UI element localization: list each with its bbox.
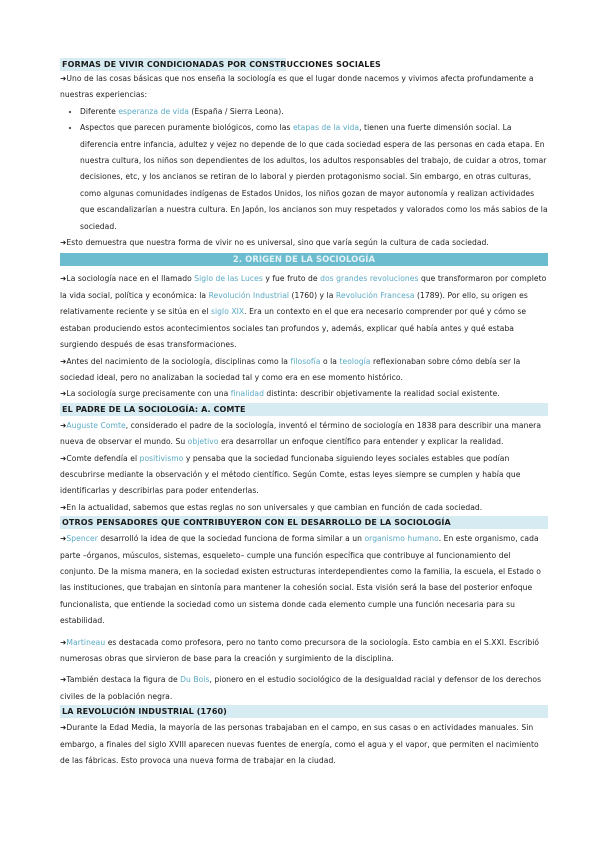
section-title: 2. ORIGEN DE LA SOCIOLOGÍA: [60, 253, 548, 266]
text: . Era un contexto en el que era necesario comprender por qué y cómo se estaban produciendo estos acontecimientos sociales tan profundos y, además, explicar qué había antes y qué estaba surgiendo después de esas transformaciones.: [60, 307, 527, 350]
highlighted-term: organismo humano: [364, 534, 439, 544]
highlighted-term: siglo XIX: [211, 307, 245, 317]
text: ➜La sociología nace en el llamado: [60, 274, 195, 284]
section-heading: EL PADRE DE LA SOCIOLOGÍA: A. COMTE: [60, 403, 548, 416]
paragraph: ➜Uno de las cosas básicas que nos enseña la sociología es que el lugar donde nacemos y vivimos afecta profundamente a nuestras experiencias:: [60, 74, 534, 100]
text: Aspectos que parecen puramente biológicos, como las: [80, 123, 293, 133]
highlighted-term: Auguste Comte: [66, 420, 126, 430]
paragraph: [60, 635, 548, 668]
paragraph: [60, 451, 548, 500]
list-item: [80, 104, 548, 120]
text: era desarrollar un enfoque científico para entender y explicar la realidad.: [218, 437, 504, 447]
text: que transformaron por completo la vida social, política y económica: la: [60, 274, 547, 300]
bullet-list: [60, 104, 548, 235]
text: (España / Sierra Leona).: [188, 106, 284, 116]
highlighted-term: teología: [339, 356, 371, 366]
text: , tienen una fuerte dimensión social. La diferencia entre infancia, adultez y vejez no depende de lo que cada sociedad espera de las personas en cada etapa. En nuestra cultura, los niños son dependientes de los adultos, los adultos responsables del trabajo, de cuidar a otros, tomar decisiones, etc, y los ancianos se retiran de lo laboral y pierden protagonismo social. Sin embargo, en otras culturas, como algunas comunidades indígenas de Estados Unidos, los niños gozan de mayor autonomía y realizan actividades que escandalizarían a nuestra cultura. En Japón, los ancianos son muy respetados y valorados como los más sabios de la sociedad.: [80, 123, 548, 231]
text: ➜También destaca la figura de: [60, 675, 181, 685]
paragraph: [60, 386, 548, 402]
text: o la: [320, 356, 340, 366]
text: ➜Comte defendía el: [60, 453, 140, 463]
section-heading: OTROS PENSADORES QUE CONTRIBUYERON CON EL DESARROLLO DE LA SOCIOLOGÍA: [60, 516, 548, 529]
paragraph: [60, 354, 548, 387]
paragraph: [60, 531, 548, 629]
text: es destacada como profesora, pero no tanto como precursora de la sociología. Esto cambia en el S.XXI. Escribió numerosas obras que sirvieron de base para la creación y surgimiento de la disciplina.: [60, 637, 540, 663]
text: ➜: [60, 534, 67, 544]
highlighted-term: Revolución Francesa: [335, 290, 415, 300]
text: reflexionaban sobre cómo debía ser la sociedad ideal, pero no analizaban la sociedad tal y como era en ese momento histórico.: [60, 356, 521, 382]
highlighted-term: Siglo de las Luces: [194, 274, 263, 284]
text: (1760) y la: [289, 290, 336, 300]
paragraph: ➜Esto demuestra que nuestra forma de vivir no es universal, sino que varía según la cultura de cada sociedad.: [60, 238, 489, 248]
highlighted-term: Spencer: [66, 534, 98, 544]
paragraph: [60, 271, 548, 353]
text: ➜Antes del nacimiento de la sociología, disciplinas como la: [60, 356, 291, 366]
text: , considerado el padre de la sociología, inventó el término de sociología en 1838 para describir una manera nueva de observar el mundo. Su: [60, 420, 542, 447]
text: , pionero en el estudio sociológico de la desigualdad racial y defensor de los derechos civiles de la población negra.: [60, 675, 542, 701]
highlighted-term: etapas de la vida: [292, 123, 360, 133]
page-content: [60, 58, 548, 769]
highlighted-term: dos grandes revoluciones: [320, 274, 419, 284]
highlighted-term: finalidad: [230, 389, 264, 399]
list-item: [80, 120, 548, 235]
text: ➜: [60, 420, 67, 430]
paragraph: [60, 672, 548, 705]
highlighted-term: positivismo: [139, 453, 184, 463]
text: ➜La sociología surge precisamente con una: [60, 389, 231, 399]
highlighted-term: Revolución Industrial: [208, 290, 290, 300]
highlighted-term: Du Bois: [180, 675, 210, 685]
text: Diferente: [80, 106, 119, 116]
highlighted-term: esperanza de vida: [118, 106, 189, 116]
paragraph: [60, 418, 548, 451]
paragraph: ➜Durante la Edad Media, la mayoría de las personas trabajaban en el campo, en sus casas o en actividades manuales. Sin embargo, a finales del siglo XVIII aparecen nuevas fuentes de energía, como el agua y el vapor, que permiten el nacimiento de las fábricas. Esto provoca una nueva forma de trabajar en la ciudad.: [60, 723, 539, 766]
highlighted-term: Martineau: [66, 637, 106, 647]
text: distinta: describir objetivamente la realidad social existente.: [263, 389, 500, 399]
highlighted-term: filosofía: [290, 356, 321, 366]
section-heading: FORMAS DE VIVIR CONDICIONADAS POR CONSTRUCCIONES SOCIALES: [62, 60, 381, 69]
text: y pensaba que la sociedad funcionaba siguiendo leyes sociales estables que podían descubrirse mediante la observación y el método científico. Según Comte, estas leyes siempre se cumplen y había que identificarlas y describirlas para poder entenderlas.: [60, 453, 521, 496]
highlighted-term: objetivo: [187, 437, 219, 447]
text: y fue fruto de: [262, 274, 321, 284]
text: . En este organismo, cada parte –órganos, músculos, sistemas, esqueleto– cumple una función específica que contribuye al funcionamiento del conjunto. De la misma manera, en la sociedad existen estructuras interdependientes como la familia, la escuela, el Estado o las instituciones, que trabajan en sintonía para mantener la cohesión social. Esta visión será la base del posterior enfoque funcionalista, que entiende la sociedad como un sistema donde cada elemento cumple una función necesaria para su estabilidad.: [60, 534, 541, 626]
text: desarrolló la idea de que la sociedad funciona de forma similar a un: [97, 534, 365, 544]
text: (1789). Por ello, su origen es relativamente reciente y se sitúa en el: [60, 290, 528, 317]
text: ➜: [60, 637, 67, 647]
paragraph: ➜En la actualidad, sabemos que estas reglas no son universales y que cambian en función de cada sociedad.: [60, 502, 483, 512]
section-heading: LA REVOLUCIÓN INDUSTRIAL (1760): [60, 705, 548, 718]
